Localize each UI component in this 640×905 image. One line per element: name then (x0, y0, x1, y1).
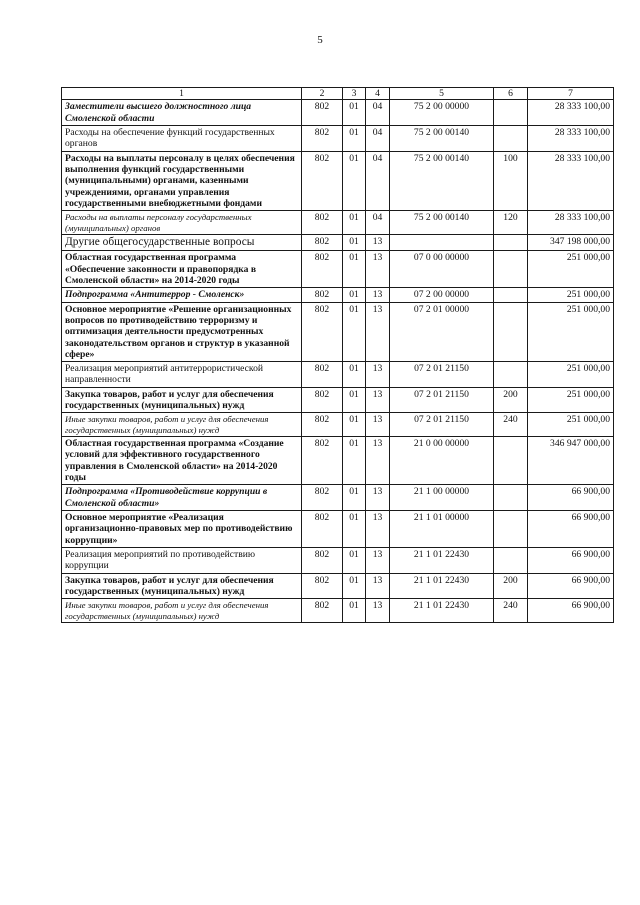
department-code-cell: 802 (302, 151, 343, 211)
subsection-code-cell: 04 (366, 151, 390, 211)
table-header-row (62, 88, 614, 100)
section-code-cell: 01 (343, 511, 366, 548)
subsection-code-cell: 13 (366, 511, 390, 548)
department-code-cell: 802 (302, 573, 343, 599)
subsection-code-cell: 13 (366, 234, 390, 250)
item-name-cell: Расходы на обеспечение функций государственных органов (62, 125, 302, 151)
table-row (62, 251, 614, 288)
column-header: 3 (343, 88, 366, 100)
target-article-cell: 07 2 00 00000 (390, 288, 494, 302)
department-code-cell: 802 (302, 437, 343, 485)
item-name-cell: Закупка товаров, работ и услуг для обеспечения государственных (муниципальных) нужд (62, 387, 302, 413)
table-row (62, 511, 614, 548)
expense-type-cell (494, 125, 528, 151)
subsection-code-cell: 13 (366, 251, 390, 288)
expense-type-cell (494, 547, 528, 573)
item-name-cell: Расходы на выплаты персоналу государственных (муниципальных) органов (62, 211, 302, 235)
table-row (62, 573, 614, 599)
department-code-cell: 802 (302, 288, 343, 302)
column-header: 6 (494, 88, 528, 100)
department-code-cell: 802 (302, 413, 343, 437)
department-code-cell: 802 (302, 211, 343, 235)
department-code-cell: 802 (302, 485, 343, 511)
section-code-cell: 01 (343, 211, 366, 235)
subsection-code-cell: 13 (366, 387, 390, 413)
target-article-cell: 21 1 01 22430 (390, 547, 494, 573)
item-name-cell: Основное мероприятие «Реализация организационно-правовых мер по противодействию коррупции» (62, 511, 302, 548)
section-code-cell: 01 (343, 387, 366, 413)
item-name-cell: Закупка товаров, работ и услуг для обеспечения государственных (муниципальных) нужд (62, 573, 302, 599)
table-row (62, 234, 614, 250)
page-number: 5 (317, 34, 323, 46)
item-name-cell: Подпрограмма «Противодействие коррупции в Смоленской области» (62, 485, 302, 511)
column-header: 4 (366, 88, 390, 100)
amount-cell: 28 333 100,00 (528, 125, 614, 151)
target-article-cell: 75 2 00 00140 (390, 211, 494, 235)
table-row (62, 302, 614, 362)
item-name-cell: Областная государственная программа «Обеспечение законности и правопорядка в Смоленской области» на 2014-2020 годы (62, 251, 302, 288)
item-name-cell: Расходы на выплаты персоналу в целях обеспечения выполнения функций государственными (муниципальными) органами, казенными учреждениями, органами управления государственными внебюджетными фондами (62, 151, 302, 211)
amount-cell: 66 900,00 (528, 485, 614, 511)
target-article-cell: 21 1 01 22430 (390, 599, 494, 623)
item-name-cell: Другие общегосударственные вопросы (62, 234, 302, 250)
table-row (62, 362, 614, 388)
expense-type-cell (494, 437, 528, 485)
item-name-cell: Реализация мероприятий по противодействию коррупции (62, 547, 302, 573)
department-code-cell: 802 (302, 387, 343, 413)
section-code-cell: 01 (343, 302, 366, 362)
expense-type-cell (494, 251, 528, 288)
department-code-cell: 802 (302, 125, 343, 151)
expense-type-cell (494, 362, 528, 388)
subsection-code-cell: 13 (366, 437, 390, 485)
subsection-code-cell: 13 (366, 413, 390, 437)
amount-cell: 28 333 100,00 (528, 211, 614, 235)
item-name-cell: Иные закупки товаров, работ и услуг для обеспечения государственных (муниципальных) нужд (62, 413, 302, 437)
column-header: 2 (302, 88, 343, 100)
amount-cell: 66 900,00 (528, 573, 614, 599)
section-code-cell: 01 (343, 413, 366, 437)
subsection-code-cell: 13 (366, 485, 390, 511)
expense-type-cell: 100 (494, 151, 528, 211)
target-article-cell: 07 0 00 00000 (390, 251, 494, 288)
amount-cell: 251 000,00 (528, 288, 614, 302)
item-name-cell: Подпрограмма «Антитеррор - Смоленск» (62, 288, 302, 302)
expense-type-cell: 240 (494, 413, 528, 437)
column-header: 7 (528, 88, 614, 100)
table-row (62, 547, 614, 573)
expense-type-cell: 200 (494, 387, 528, 413)
expense-type-cell: 240 (494, 599, 528, 623)
section-code-cell: 01 (343, 547, 366, 573)
subsection-code-cell: 13 (366, 362, 390, 388)
subsection-code-cell: 13 (366, 547, 390, 573)
column-header: 1 (62, 88, 302, 100)
table-row (62, 437, 614, 485)
target-article-cell: 75 2 00 00000 (390, 100, 494, 126)
section-code-cell: 01 (343, 251, 366, 288)
expense-type-cell (494, 234, 528, 250)
amount-cell: 28 333 100,00 (528, 151, 614, 211)
department-code-cell: 802 (302, 234, 343, 250)
department-code-cell: 802 (302, 302, 343, 362)
budget-table (61, 87, 614, 623)
item-name-cell: Иные закупки товаров, работ и услуг для обеспечения государственных (муниципальных) нужд (62, 599, 302, 623)
expense-type-cell (494, 485, 528, 511)
amount-cell: 251 000,00 (528, 251, 614, 288)
amount-cell: 28 333 100,00 (528, 100, 614, 126)
amount-cell: 347 198 000,00 (528, 234, 614, 250)
department-code-cell: 802 (302, 599, 343, 623)
target-article-cell: 07 2 01 21150 (390, 413, 494, 437)
section-code-cell: 01 (343, 362, 366, 388)
section-code-cell: 01 (343, 100, 366, 126)
section-code-cell: 01 (343, 125, 366, 151)
section-code-cell: 01 (343, 437, 366, 485)
table-row (62, 125, 614, 151)
target-article-cell: 75 2 00 00140 (390, 125, 494, 151)
subsection-code-cell: 13 (366, 573, 390, 599)
amount-cell: 346 947 000,00 (528, 437, 614, 485)
section-code-cell: 01 (343, 234, 366, 250)
expense-type-cell (494, 302, 528, 362)
table-row (62, 413, 614, 437)
target-article-cell: 21 0 00 00000 (390, 437, 494, 485)
amount-cell: 251 000,00 (528, 302, 614, 362)
section-code-cell: 01 (343, 485, 366, 511)
subsection-code-cell: 04 (366, 125, 390, 151)
section-code-cell: 01 (343, 288, 366, 302)
department-code-cell: 802 (302, 511, 343, 548)
table-row (62, 485, 614, 511)
subsection-code-cell: 13 (366, 302, 390, 362)
target-article-cell: 21 1 01 22430 (390, 573, 494, 599)
target-article-cell: 75 2 00 00140 (390, 151, 494, 211)
target-article-cell: 07 2 01 00000 (390, 302, 494, 362)
amount-cell: 251 000,00 (528, 387, 614, 413)
table-row (62, 599, 614, 623)
expense-type-cell: 120 (494, 211, 528, 235)
section-code-cell: 01 (343, 599, 366, 623)
expense-type-cell (494, 511, 528, 548)
item-name-cell: Основное мероприятие «Решение организационных вопросов по противодействию терроризму и оптимизация деятельности предусмотренных законодательством органов и структур в указанной сфере» (62, 302, 302, 362)
subsection-code-cell: 04 (366, 211, 390, 235)
subsection-code-cell: 13 (366, 288, 390, 302)
amount-cell: 251 000,00 (528, 362, 614, 388)
amount-cell: 66 900,00 (528, 599, 614, 623)
table-row (62, 211, 614, 235)
department-code-cell: 802 (302, 100, 343, 126)
table-row (62, 387, 614, 413)
section-code-cell: 01 (343, 151, 366, 211)
target-article-cell: 07 2 01 21150 (390, 387, 494, 413)
amount-cell: 66 900,00 (528, 511, 614, 548)
expense-type-cell (494, 100, 528, 126)
column-header: 5 (390, 88, 494, 100)
target-article-cell: 21 1 01 00000 (390, 511, 494, 548)
target-article-cell (390, 234, 494, 250)
item-name-cell: Областная государственная программа «Создание условий для эффективного государственного управления в Смоленской области» на 2014-2020 годы (62, 437, 302, 485)
table-row (62, 151, 614, 211)
department-code-cell: 802 (302, 547, 343, 573)
subsection-code-cell: 13 (366, 599, 390, 623)
expense-type-cell: 200 (494, 573, 528, 599)
expense-type-cell (494, 288, 528, 302)
item-name-cell: Реализация мероприятий антитеррористической направленности (62, 362, 302, 388)
target-article-cell: 07 2 01 21150 (390, 362, 494, 388)
amount-cell: 251 000,00 (528, 413, 614, 437)
item-name-cell: Заместители высшего должностного лица Смоленской области (62, 100, 302, 126)
subsection-code-cell: 04 (366, 100, 390, 126)
target-article-cell: 21 1 00 00000 (390, 485, 494, 511)
table-row (62, 100, 614, 126)
table-row (62, 288, 614, 302)
department-code-cell: 802 (302, 251, 343, 288)
amount-cell: 66 900,00 (528, 547, 614, 573)
department-code-cell: 802 (302, 362, 343, 388)
section-code-cell: 01 (343, 573, 366, 599)
